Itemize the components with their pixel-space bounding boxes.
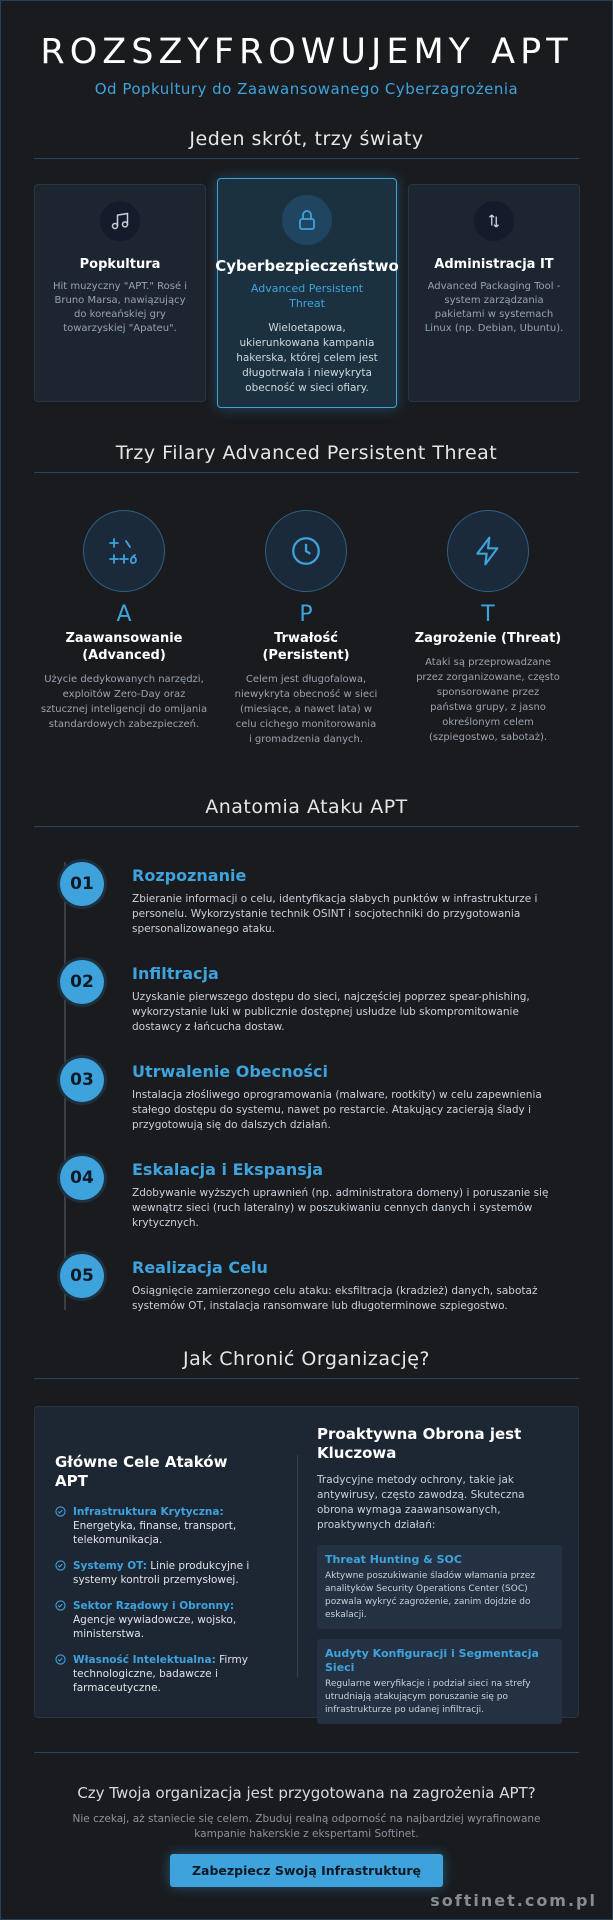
step-number: 01 bbox=[60, 862, 104, 906]
goal-item bbox=[55, 1505, 265, 1547]
section-divider bbox=[34, 472, 579, 473]
lightning-icon bbox=[447, 510, 529, 592]
pillar-desc: Użycie dedykowanych narzędzi, exploitów Zero-Day oraz sztucznej inteligencji do omijania standardowych zabezpieczeń. bbox=[40, 674, 208, 730]
defense-desc: Tradycyjne metody ochrony, takie jak antywirusy, często zawodzą. Skuteczna obrona wymaga zaawansowanych, proaktywnych działań: bbox=[317, 1474, 525, 1531]
goal-item bbox=[55, 1559, 265, 1587]
goals-column bbox=[55, 1453, 265, 1695]
card-subtitle: Advanced Persistent Threat bbox=[250, 282, 364, 310]
clock-icon bbox=[265, 510, 347, 592]
secure-infrastructure-button[interactable]: Zabezpiecz Swoją Infrastrukturę bbox=[170, 1854, 443, 1887]
card-title: Cyberbezpieczeństwo bbox=[215, 257, 399, 275]
pillar-title: Trwałość bbox=[274, 631, 338, 646]
step-desc: Uzyskanie pierwszego dostępu do sieci, najczęściej poprzez spear-phishing, wykorzystanie luki w publicznie dostępnej usłudze lub skompromitowanie dostawcy z łańcucha dostaw. bbox=[132, 991, 530, 1033]
pillars-section-title: Trzy Filary Advanced Persistent Threat bbox=[115, 442, 498, 464]
card-desc: Advanced Packaging Tool - system zarządzania pakietami w systemach Linux (np. Debian, Ubuntu). bbox=[424, 281, 564, 334]
pillar-letter: P bbox=[299, 602, 313, 627]
defense-title: Proaktywna Obrona jest Kluczowa bbox=[317, 1425, 522, 1462]
main-title: ROZSZYFROWUJEMY APT bbox=[40, 32, 573, 72]
step-desc: Instalacja złośliwego oprogramowania (malware, rootkity) w celu zapewnienia stałego dostępu do systemu, nawet po restarcie. Atakujący zacierają ślady i przygotowują się do dalszych działań. bbox=[132, 1089, 542, 1131]
step-title: Infiltracja bbox=[132, 964, 219, 983]
step-title: Eskalacja i Ekspansja bbox=[132, 1160, 324, 1179]
defense-box-title: Threat Hunting & SOC bbox=[325, 1553, 462, 1566]
defense-box-desc: Aktywne poszukiwanie śladów włamania przez analityków Security Operations Center (SOC) pozwala wykryć zagrożenie, zanim dojdzie do eskalacji. bbox=[325, 1571, 536, 1620]
goal-label: Własność Intelektualna: bbox=[73, 1654, 216, 1666]
card-desc: Hit muzyczny "APT." Rosé i Bruno Marsa, nawiązujący do koreańskiej gry towarzyskiej "Apateu". bbox=[52, 281, 188, 334]
pillar-title: Zaawansowanie bbox=[65, 631, 183, 646]
goal-label: Systemy OT: bbox=[73, 1560, 147, 1572]
section-divider bbox=[34, 826, 579, 827]
step-number: 04 bbox=[60, 1156, 104, 1200]
defense-box-desc: Regularne weryfikacje i podział sieci na strefy utrudniają atakującym poruszanie się po infrastrukturze po udanej infiltracji. bbox=[325, 1679, 531, 1715]
step-title: Utrwalenie Obecności bbox=[132, 1062, 329, 1081]
pillar-title-sub: (Advanced) bbox=[82, 648, 166, 663]
cta-desc: Nie czekaj, aż staniecie się celem. Zbuduj realną odporność na najbardziej wyrafinowane kampanie hakerskie z ekspertami Softinet. bbox=[72, 1813, 541, 1840]
defense-column bbox=[317, 1425, 562, 1724]
goal-item bbox=[55, 1599, 265, 1641]
step-title: Realizacja Celu bbox=[132, 1258, 268, 1277]
card-title: Popkultura bbox=[79, 257, 161, 272]
check-circle-icon bbox=[55, 1600, 66, 1611]
pillar-desc: Celem jest długofalowa, niewykryta obecność w sieci (miesiące, a nawet lata) w celu cichego monitorowania i gromadzenia danych. bbox=[234, 674, 378, 745]
world-card-popculture bbox=[34, 184, 206, 402]
goal-label: Sektor Rządowy i Obronny: bbox=[73, 1600, 235, 1612]
step-desc: Zdobywanie wyższych uprawnień (np. administratora domeny) i poruszanie się wewnątrz sieci (ruch lateralny) w poszukiwaniu cennych danych i systemów krytycznych. bbox=[132, 1187, 549, 1229]
sparkle-icon bbox=[83, 510, 165, 592]
worlds-section-title: Jeden skrót, trzy światy bbox=[189, 128, 424, 150]
goal-text: Linie produkcyjne i systemy kontroli przemysłowej. bbox=[73, 1560, 250, 1586]
lock-icon bbox=[282, 195, 332, 245]
pillar-threat bbox=[398, 510, 578, 745]
card-desc: Wieloetapowa, ukierunkowana kampania hakerska, której celem jest długotrwała i niewykryta obecność w sieci ofiary. bbox=[236, 322, 378, 394]
step-title: Rozpoznanie bbox=[132, 866, 247, 885]
section-divider bbox=[34, 1378, 579, 1379]
world-card-cybersecurity bbox=[217, 178, 397, 408]
defense-box bbox=[317, 1545, 562, 1629]
goal-label: Infrastruktura Krytyczna: bbox=[73, 1506, 224, 1518]
arrows-updown-icon bbox=[474, 201, 514, 241]
pillar-persistent bbox=[216, 510, 396, 747]
pillar-letter: T bbox=[481, 602, 495, 627]
goal-item bbox=[55, 1653, 265, 1695]
pillar-title: Zagrożenie (Threat) bbox=[414, 631, 562, 646]
goal-text: Agencje wywiadowcze, wojsko, ministerstwa. bbox=[73, 1614, 237, 1640]
check-circle-icon bbox=[55, 1560, 66, 1571]
anatomy-section-title: Anatomia Ataku APT bbox=[205, 796, 408, 818]
card-title: Administracja IT bbox=[434, 257, 554, 272]
check-circle-icon bbox=[55, 1506, 66, 1517]
pillar-desc: Ataki są przeprowadzane przez zorganizowane, często sponsorowane przez państwa grupy, z jasno określonym celem (szpiegostwo, sabotaż). bbox=[416, 657, 560, 743]
watermark: softinet.com.pl bbox=[430, 1891, 597, 1910]
step-desc: Osiągnięcie zamierzonego celu ataku: eksfiltracja (kradzież) danych, sabotaż systemów OT, instalacja ransomware lub długoterminowe szpiegostwo. bbox=[132, 1285, 538, 1312]
goal-text: Energetyka, finanse, transport, telekomunikacja. bbox=[73, 1520, 237, 1546]
goal-text: Firmy technologiczne, badawcze i farmaceutyczne. bbox=[73, 1654, 248, 1694]
goals-title: Główne Cele Ataków APT bbox=[55, 1453, 228, 1490]
step-number: 05 bbox=[60, 1254, 104, 1298]
defense-box-title: Audyty Konfiguracji i Segmentacja Sieci bbox=[325, 1647, 539, 1674]
defense-box bbox=[317, 1639, 562, 1724]
main-subtitle: Od Popkultury do Zaawansowanego Cyberzagrożenia bbox=[94, 80, 519, 98]
world-card-it-admin bbox=[408, 184, 580, 402]
pillar-title-sub: (Persistent) bbox=[262, 648, 350, 663]
pillar-advanced bbox=[34, 510, 214, 732]
music-note-icon bbox=[100, 201, 140, 241]
check-circle-icon bbox=[55, 1654, 66, 1665]
cta-question: Czy Twoja organizacja jest przygotowana na zagrożenia APT? bbox=[77, 1784, 536, 1802]
step-number: 03 bbox=[60, 1058, 104, 1102]
step-desc: Zbieranie informacji o celu, identyfikacja słabych punktów w infrastrukturze i personelu. Wykorzystanie technik OSINT i socjotechniki do przygotowania spersonalizowanego ataku. bbox=[132, 893, 538, 935]
protect-panel bbox=[34, 1406, 579, 1718]
protect-section-title: Jak Chronić Organizację? bbox=[183, 1348, 430, 1370]
section-divider bbox=[34, 158, 579, 159]
section-divider bbox=[34, 1752, 579, 1753]
pillar-letter: A bbox=[116, 602, 132, 627]
step-number: 02 bbox=[60, 960, 104, 1004]
column-divider bbox=[297, 1455, 298, 1677]
